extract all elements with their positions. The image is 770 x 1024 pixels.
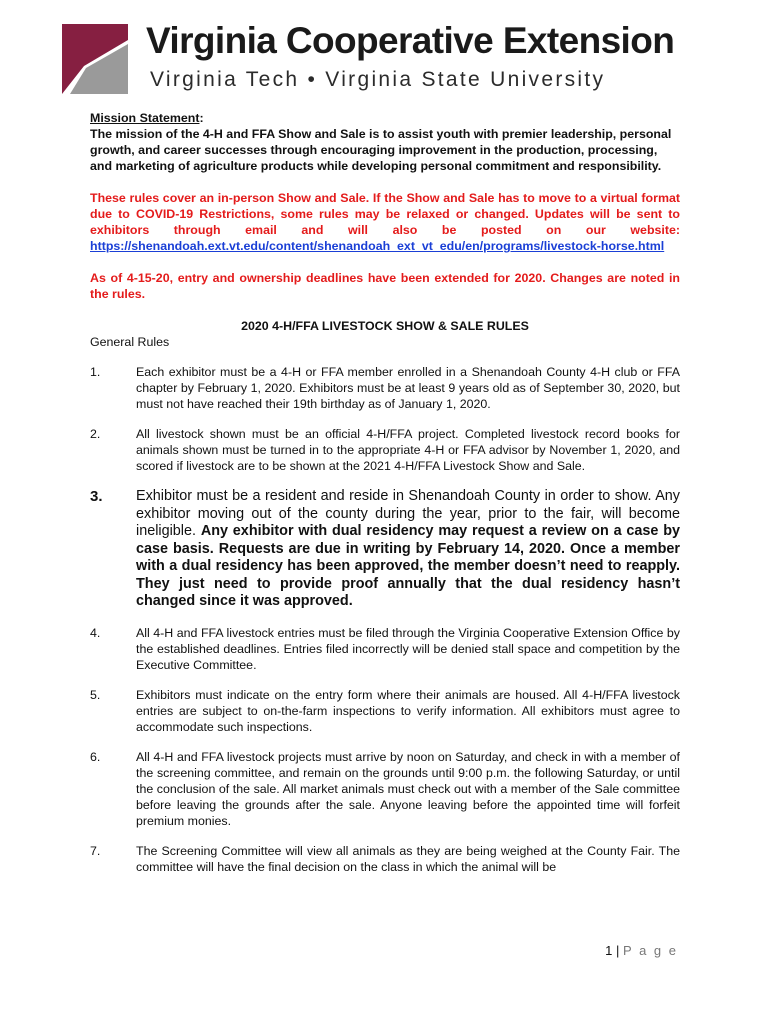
rules-title: 2020 4-H/FFA LIVESTOCK SHOW & SALE RULES xyxy=(241,319,529,333)
rule-item xyxy=(90,488,680,611)
rule-text-plain: Exhibitor must be a resident and reside in Shenandoah County in order to show. Any exhibitor moving out of the county during the year, prior to the fair, will become ineligible. xyxy=(136,488,680,539)
rule-item xyxy=(90,625,680,673)
mission-heading: Mission Statement xyxy=(90,111,200,125)
rules-list xyxy=(90,364,680,875)
document-body xyxy=(90,110,680,875)
rule-text-bold: Any exhibitor with dual residency may request a review on a case by case basis. Requests are due in writing by February 14, 2020. Once a member with a dual residency has been approved, the member doesn’t need to reapply. They just need to provide proof annually that the dual residency hasn’t changed since it was approved. xyxy=(136,523,681,609)
website-link[interactable]: https://shenandoah.ext.vt.edu/content/shenandoah_ext_vt_edu/en/programs/livestock-horse.html xyxy=(90,239,665,253)
rule-item xyxy=(90,843,680,875)
page-separator: | xyxy=(616,943,620,958)
rule-number: 4. xyxy=(90,625,101,640)
rule-item xyxy=(90,426,680,474)
deadline-notice: As of 4-15-20, entry and ownership deadlines have been extended for 2020. Changes are noted in the rules. xyxy=(90,271,680,301)
rule-text: All 4-H and FFA livestock entries must be filed through the Virginia Cooperative Extension Office by the established deadlines. Entries filed incorrectly will be denied stall space and competition by the Executive Committee. xyxy=(136,625,680,672)
rule-number: 3. xyxy=(90,488,103,505)
rule-number: 7. xyxy=(90,843,101,858)
rule-text: All livestock shown must be an official 4-H/FFA project. Completed livestock record books for animals shown must be turned in to the appropriate 4-H or FFA advisor by November 1, 2020, and scored if livestock are to be shown at the 2021 4-H/FFA Livestock Show and Sale. xyxy=(136,427,680,473)
rule-text: Each exhibitor must be a 4-H or FFA member enrolled in a Shenandoah County 4-H club or FFA chapter by February 1, 2020. Exhibitors must be at least 9 years old as of September 30, 2020, but must not have reached their 19th birthday as of January 1, 2020. xyxy=(136,365,680,411)
mission-text: The mission of the 4-H and FFA Show and Sale is to assist youth with premier leadership, personal growth, and career successes through encouraging improvement in the production, processing, and marketing of agriculture products while developing personal commitment and responsibility. xyxy=(90,127,672,173)
rule-number: 6. xyxy=(90,749,101,764)
organization-title: Virginia Cooperative Extension xyxy=(146,20,675,61)
page-label: P a g e xyxy=(623,943,678,958)
rule-number: 1. xyxy=(90,365,101,379)
general-rules-label: General Rules xyxy=(90,335,170,349)
covid-notice xyxy=(90,190,680,254)
rule-number: 2. xyxy=(90,427,101,441)
mission-colon: : xyxy=(199,111,204,125)
rule-item xyxy=(90,749,680,829)
covid-notice-text: These rules cover an in-person Show and Sale. If the Show and Sale has to move to a virtual format due to COVID-19 Restrictions, some rules may be relaxed or changed. Updates will be sent to exhibitors through email and will also be posted on our website: xyxy=(90,191,680,237)
vce-logo-icon xyxy=(62,24,128,94)
rule-item xyxy=(90,364,680,412)
page-footer xyxy=(560,943,678,958)
rule-text: The Screening Committee will view all animals as they are being weighed at the County Fair. The committee will have the final decision on the class in which the animal will be xyxy=(136,843,680,874)
page-number: 1 xyxy=(605,943,613,958)
rule-text xyxy=(136,488,680,611)
rule-text: All 4-H and FFA livestock projects must arrive by noon on Saturday, and check in with a member of the screening committee, and remain on the grounds until 9:00 p.m. the following Saturday, or until the conclusion of the sale. All market animals must check out with a member of the Sale committee before leaving the grounds after the sale. Anyone leaving before the appointed time will forfeit premium monies. xyxy=(136,749,680,828)
rule-number: 5. xyxy=(90,687,101,702)
mission-section xyxy=(90,110,680,174)
rule-text: Exhibitors must indicate on the entry form where their animals are housed. All 4-H/FFA livestock entries are subject to on-the-farm inspections to verify information. All exhibitors must agree to accommodate such inspections. xyxy=(136,687,680,734)
rule-item xyxy=(90,687,680,735)
header xyxy=(62,20,712,98)
organization-subtitle: Virginia Tech • Virginia State University xyxy=(150,68,606,91)
